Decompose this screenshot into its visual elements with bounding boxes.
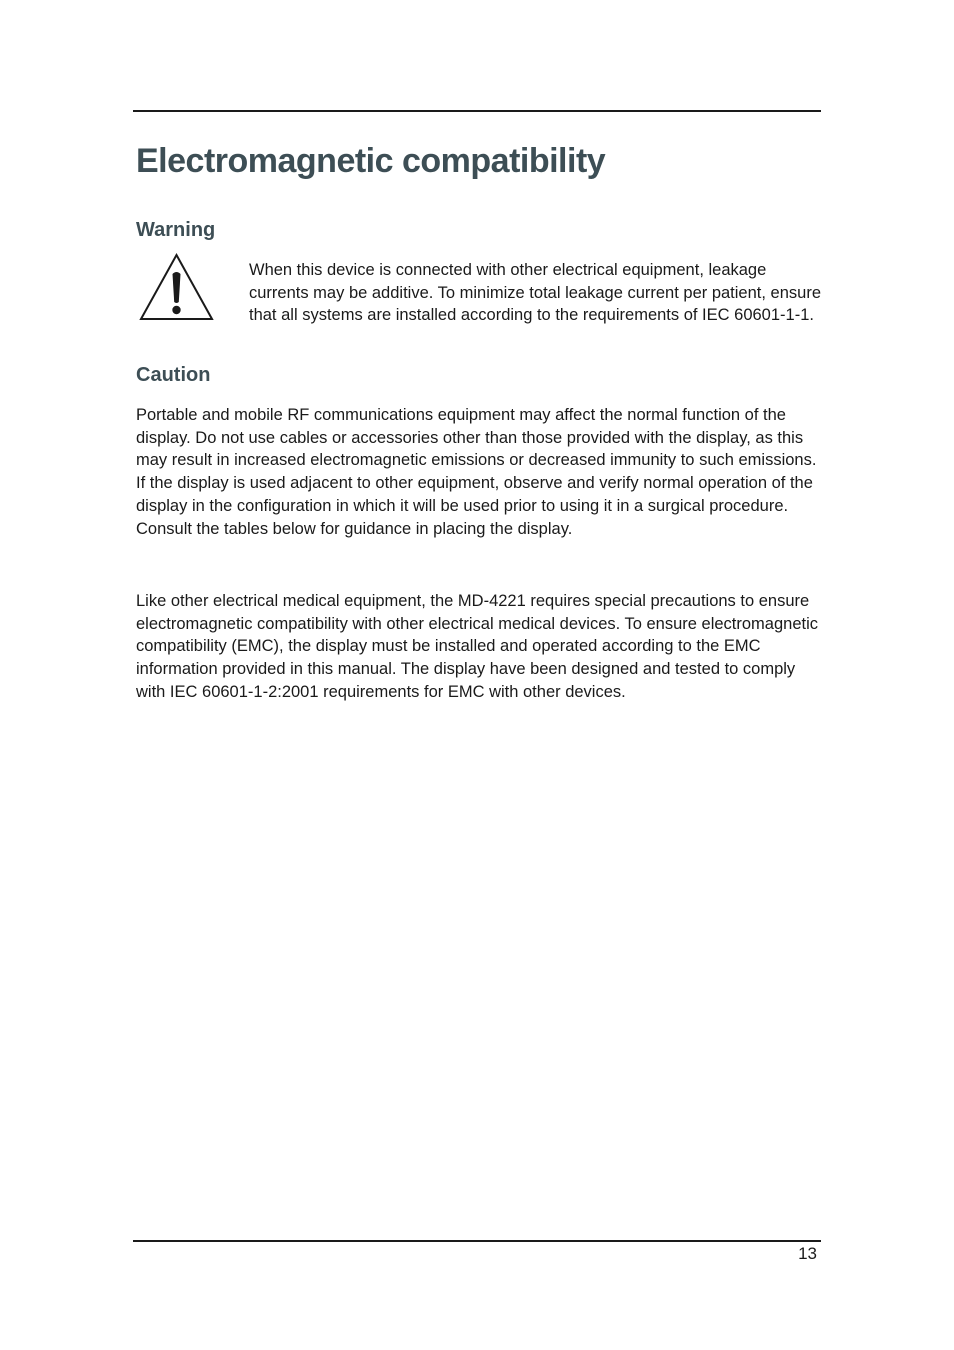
warning-heading: Warning [136, 219, 216, 241]
page-title: Electromagnetic compatibility [136, 142, 606, 180]
warning-text: When this device is connected with other electrical equipment, leakage currents may be additive. To minimize total leakage current per patient, ensure that all systems are installed according to the requirements of IEC 60601-1-1. [249, 261, 821, 325]
caution-text: Portable and mobile RF communications equipment may affect the normal function of the display. Do not use cables or accessories other than those provided with the display, as this may result in increased electromagnetic emissions or decreased immunity to such emissions. If the display is used adjacent to other equipment, observe and verify normal operation of the display in the configuration in which it will be used prior to using it in a surgical procedure. Consult the tables below for guidance in placing the display. [136, 406, 817, 538]
warning-triangle-icon [139, 252, 214, 322]
header-rule [133, 110, 821, 112]
emc-paragraph: Like other electrical medical equipment, the MD-4221 requires special precautions to ensure electromagnetic compatibility with other electrical medical devices. To ensure electromagnetic compatibility (EMC), the display must be installed and operated according to the EMC information provided in this manual. The display have been designed and tested to comply with IEC 60601-1-2:2001 requirements for EMC with other devices. [136, 592, 819, 701]
footer-rule [133, 1240, 821, 1242]
caution-heading: Caution [136, 364, 211, 386]
page-number: 13 [798, 1244, 817, 1263]
